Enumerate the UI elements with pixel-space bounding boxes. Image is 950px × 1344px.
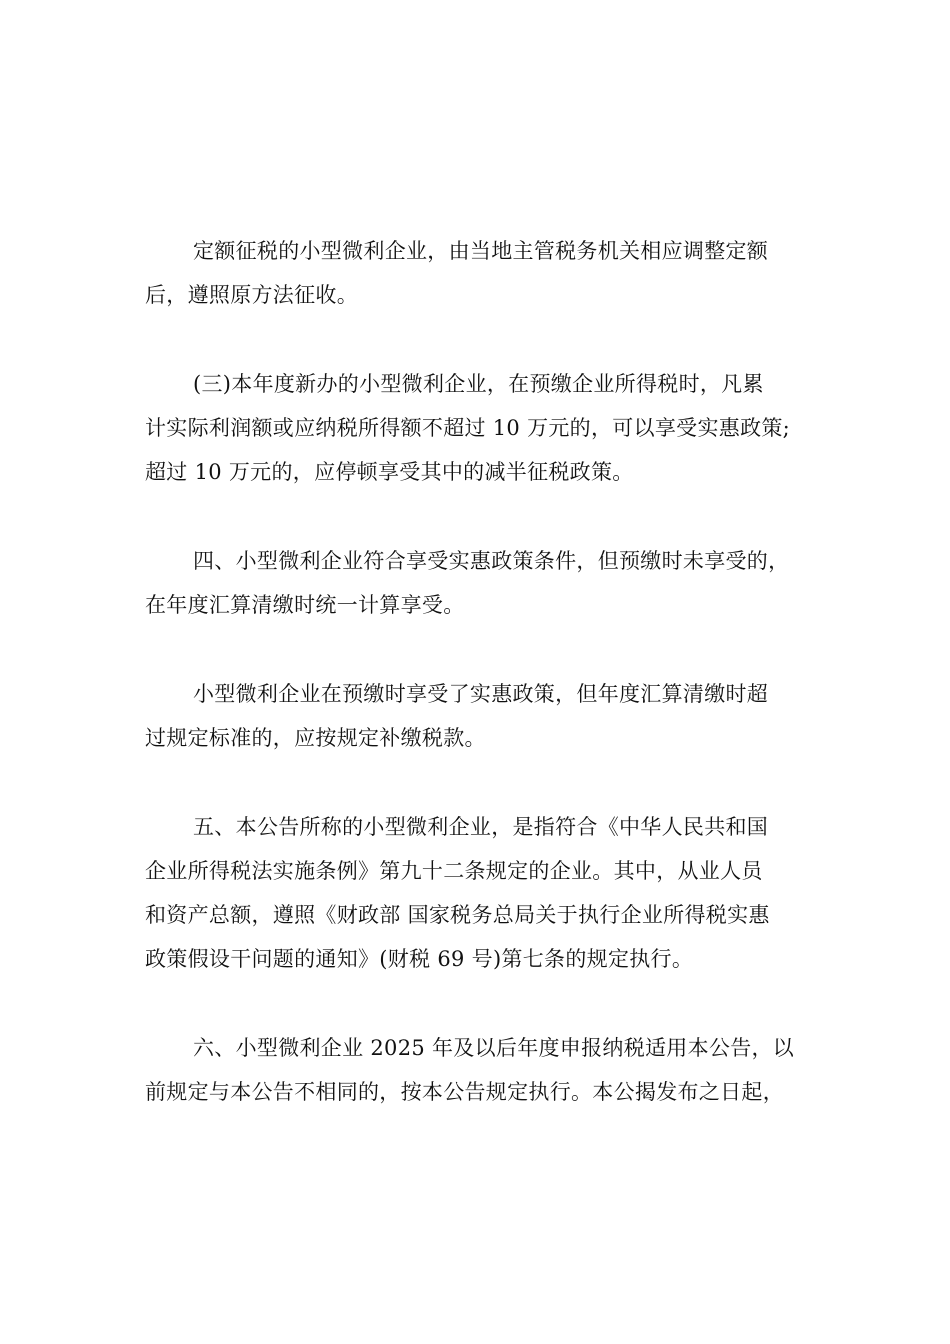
text-line: 六、小型微利企业 2025 年及以后年度申报纳税适用本公告，以 (193, 1036, 795, 1060)
paragraph-supplementary-payment (145, 672, 813, 760)
text-line: 小型微利企业在预缴时享受了实惠政策，但年度汇算清缴时超 (193, 682, 769, 706)
text-line: (三)本年度新办的小型微利企业，在预缴企业所得税时，凡累 (193, 372, 764, 396)
paragraph-new-enterprise (145, 362, 813, 494)
text-line: 后，遵照原方法征收。 (145, 283, 358, 307)
text-line: 过规定标准的，应按规定补缴税款。 (145, 726, 486, 750)
text-line: 政策假设干问题的通知》(财税 69 号)第七条的规定执行。 (145, 947, 694, 971)
text-line: 在年度汇算清缴时统一计算享受。 (145, 593, 465, 617)
paragraph-section-six (145, 1026, 813, 1114)
text-line: 企业所得税法实施条例》第九十二条规定的企业。其中，从业人员 (145, 859, 763, 883)
text-line: 四、小型微利企业符合享受实惠政策条件，但预缴时未享受的， (193, 549, 790, 573)
paragraph-section-five (145, 805, 813, 981)
text-line: 定额征税的小型微利企业，由当地主管税务机关相应调整定额 (193, 239, 769, 263)
text-line: 前规定与本公告不相同的，按本公告规定执行。本公揭发布之日起， (145, 1080, 784, 1104)
paragraph-section-four (145, 539, 813, 627)
text-line: 和资产总额，遵照《财政部 国家税务总局关于执行企业所得税实惠 (145, 903, 770, 927)
document-body (145, 229, 813, 1159)
text-line: 计实际利润额或应纳税所得额不超过 10 万元的，可以享受实惠政策; (145, 416, 791, 440)
text-line: 超过 10 万元的，应停顿享受其中的减半征税政策。 (145, 460, 634, 484)
paragraph-quota-tax (145, 229, 813, 317)
text-line: 五、本公告所称的小型微利企业，是指符合《中华人民共和国 (193, 815, 769, 839)
